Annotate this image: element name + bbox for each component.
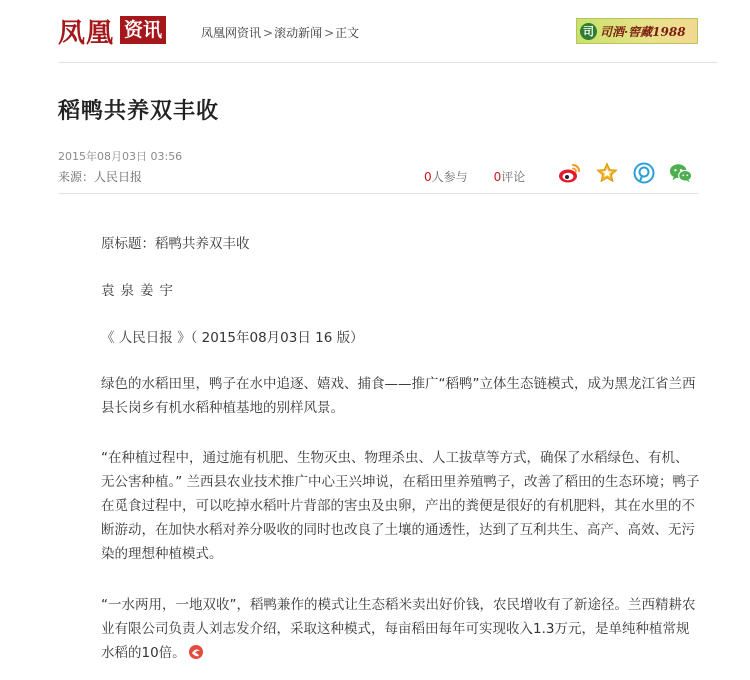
comments-count: 0: [493, 170, 502, 184]
breadcrumb-separator: >: [263, 25, 274, 40]
favorite-star-icon[interactable]: [595, 161, 619, 185]
article-title: 稻鸭共养双丰收: [58, 99, 220, 124]
breadcrumb: [201, 24, 359, 41]
share-bar: [558, 161, 706, 185]
logo-main-text: 凤凰: [58, 17, 114, 49]
logo-channel-tag: 资讯: [120, 16, 166, 44]
breadcrumb-rolling-news[interactable]: 滚动新闻: [274, 26, 323, 40]
participants-counter[interactable]: [424, 168, 468, 185]
meta-divider: [58, 193, 698, 194]
ad-logo-icon: 司: [580, 23, 597, 40]
breadcrumb-separator: >: [324, 25, 335, 40]
ifeng-end-mark-icon: [188, 644, 204, 660]
participants-count: 0: [424, 170, 432, 184]
breadcrumb-home[interactable]: 凤凰网资讯: [201, 26, 262, 40]
article-paragraph: [101, 593, 701, 665]
site-header: [0, 0, 750, 62]
ifeng-logo[interactable]: [58, 14, 166, 49]
article-source: 来源：人民日报: [58, 170, 143, 184]
article-paragraph: 绿色的水稻田里，鸭子在水中追逐、嬉戏、捕食——推广“稻鸭”立体生态链模式，成为黑龙江省兰西县长岗乡有机水稻种植基地的别样风景。: [101, 376, 696, 416]
authors: 袁泉姜宇: [101, 283, 179, 299]
weibo-icon[interactable]: [558, 161, 582, 185]
ad-text: 司酒·窖藏1988: [600, 24, 686, 39]
original-title: 原标题：稻鸭共养双丰收: [101, 236, 250, 252]
publish-date: 2015年08月03日 03:56: [58, 150, 183, 163]
comments-label: 评论: [501, 170, 526, 184]
print-source: 《 人民日报 》（ 2015年08月03日 16 版）: [101, 330, 364, 346]
wechat-icon[interactable]: [669, 161, 693, 185]
breadcrumb-current: 正文: [335, 26, 360, 40]
article-paragraph-text: “一水两用，一地双收”，稻鸭兼作的模式让生态稻米卖出好价钱，农民增收有了新途径。兰西精耕农业有限公司负责人刘志发介绍，采取这种模式，每亩稻田每年可实现收入1.3万元，是单纯种植常规水稻的10倍。: [101, 597, 696, 661]
header-divider: [58, 62, 718, 63]
engagement-counters: [424, 168, 551, 185]
ad-banner[interactable]: [576, 18, 698, 44]
comments-counter[interactable]: [494, 168, 526, 185]
article-paragraph: “在种植过程中，通过施有机肥、生物灭虫、物理杀虫、人工拔草等方式，确保了水稻绿色、有机、无公害种植。” 兰西县农业技术推广中心王兴坤说，在稻田里养殖鸭子，改善了稻田的生态环境；鸭子在觅食过程中，可以吃掉水稻叶片背部的害虫及虫卵，产出的粪便是很好的有机肥料，其在水里的不断游动，在加快水稻对养分吸收的同时也改良了土壤的通透性，达到了互利共生、高产、高效、无污染的理想种植模式。: [101, 450, 700, 562]
participants-label: 人参与: [431, 170, 468, 184]
qzone-icon[interactable]: [632, 161, 656, 185]
